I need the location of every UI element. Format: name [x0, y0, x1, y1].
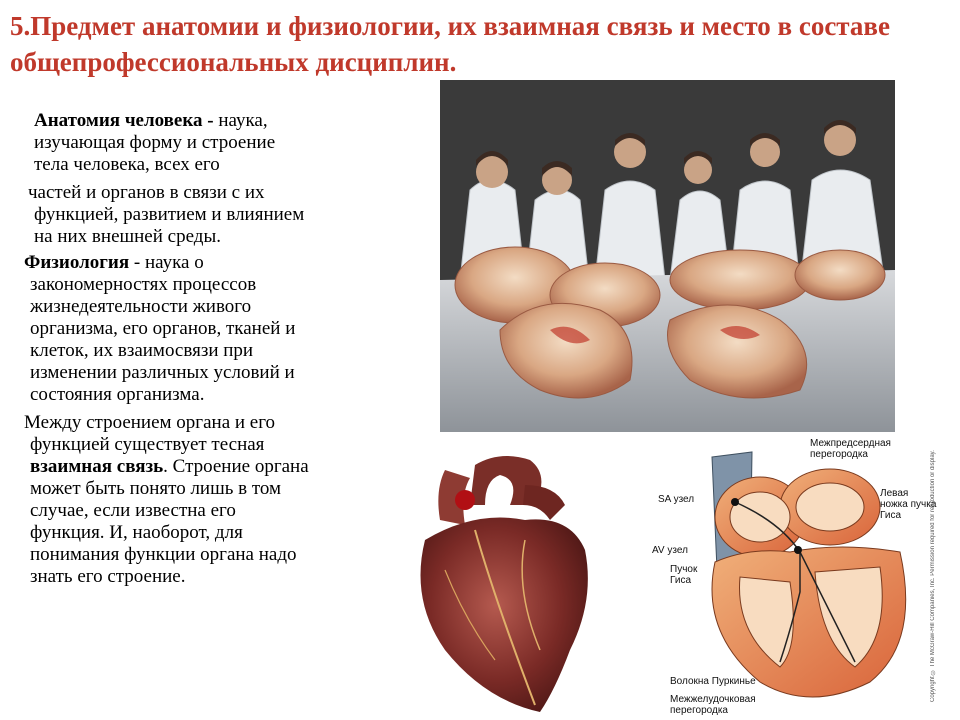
label-sa-node: SA узел: [658, 494, 695, 505]
heart-illustration: [405, 450, 610, 715]
text-line: изучающая форму и строение: [34, 132, 276, 153]
text-line: - наука о: [129, 252, 204, 273]
relation-emphasis: взаимная связь: [30, 456, 164, 477]
text-line: организма, его органов, тканей и: [30, 318, 296, 339]
text-line: закономерностях процессов: [30, 274, 257, 295]
text-line: знать его строение.: [30, 566, 186, 587]
text-line: функцией существует тесная: [30, 434, 265, 455]
text-line: жизнедеятельности живого: [30, 296, 252, 317]
text-line: частей и органов в связи с их: [28, 182, 265, 203]
text-line: клеток, их взаимосвязи при: [30, 340, 254, 361]
photo-illustration: [440, 80, 895, 432]
heart-conduction-diagram: [640, 432, 958, 720]
physiology-definition: [22, 252, 392, 406]
label-left-bundle-branch: Левая ножка пучка Гиса: [880, 488, 937, 521]
text-line: состояния организма.: [30, 384, 205, 405]
text-line: изменении различных условий и: [30, 362, 295, 383]
relation-paragraph: [22, 412, 392, 588]
label-his-bundle: Пучок Гиса: [670, 564, 698, 586]
students-dissection-photo: [440, 80, 895, 432]
text-line: Между строением органа и его: [24, 412, 276, 433]
label-purkinje-fibers: Волокна Пуркинье: [670, 676, 756, 687]
anatomy-definition-continued: [22, 182, 392, 248]
label-av-node: AV узел: [652, 545, 688, 556]
slide-title: 5.Предмет анатомии и физиологии, их взаимная связь и место в составе общепрофессиональных дисциплин.: [10, 11, 890, 77]
heart-3d-image: [405, 450, 610, 715]
text-line: случае, если известна его: [30, 500, 236, 521]
text-line: наука,: [213, 110, 268, 131]
text-line: функция. И, наоборот, для: [30, 522, 243, 543]
text-line: . Строение органа: [163, 456, 309, 477]
main-text: [22, 110, 392, 588]
text-line: на них внешней среды.: [34, 226, 221, 247]
text-line: тела человека, всех его: [34, 154, 220, 175]
label-interatrial-septum: Межпредсердная перегородка: [810, 438, 891, 460]
anatomy-term: Анатомия человека -: [34, 110, 214, 131]
text-line: может быть понято лишь в том: [30, 478, 282, 499]
copyright-note: Copyright © The McGraw-Hill Companies, Inc. Permission required for reproduction or display.: [930, 450, 936, 702]
text-line: функцией, развитием и влиянием: [34, 204, 305, 225]
label-interventricular-septum: Межжелудочковая перегородка: [670, 694, 756, 716]
text-line: понимания функции органа надо: [30, 544, 297, 565]
anatomy-definition: [22, 110, 392, 176]
physiology-term: Физиология: [24, 252, 130, 273]
